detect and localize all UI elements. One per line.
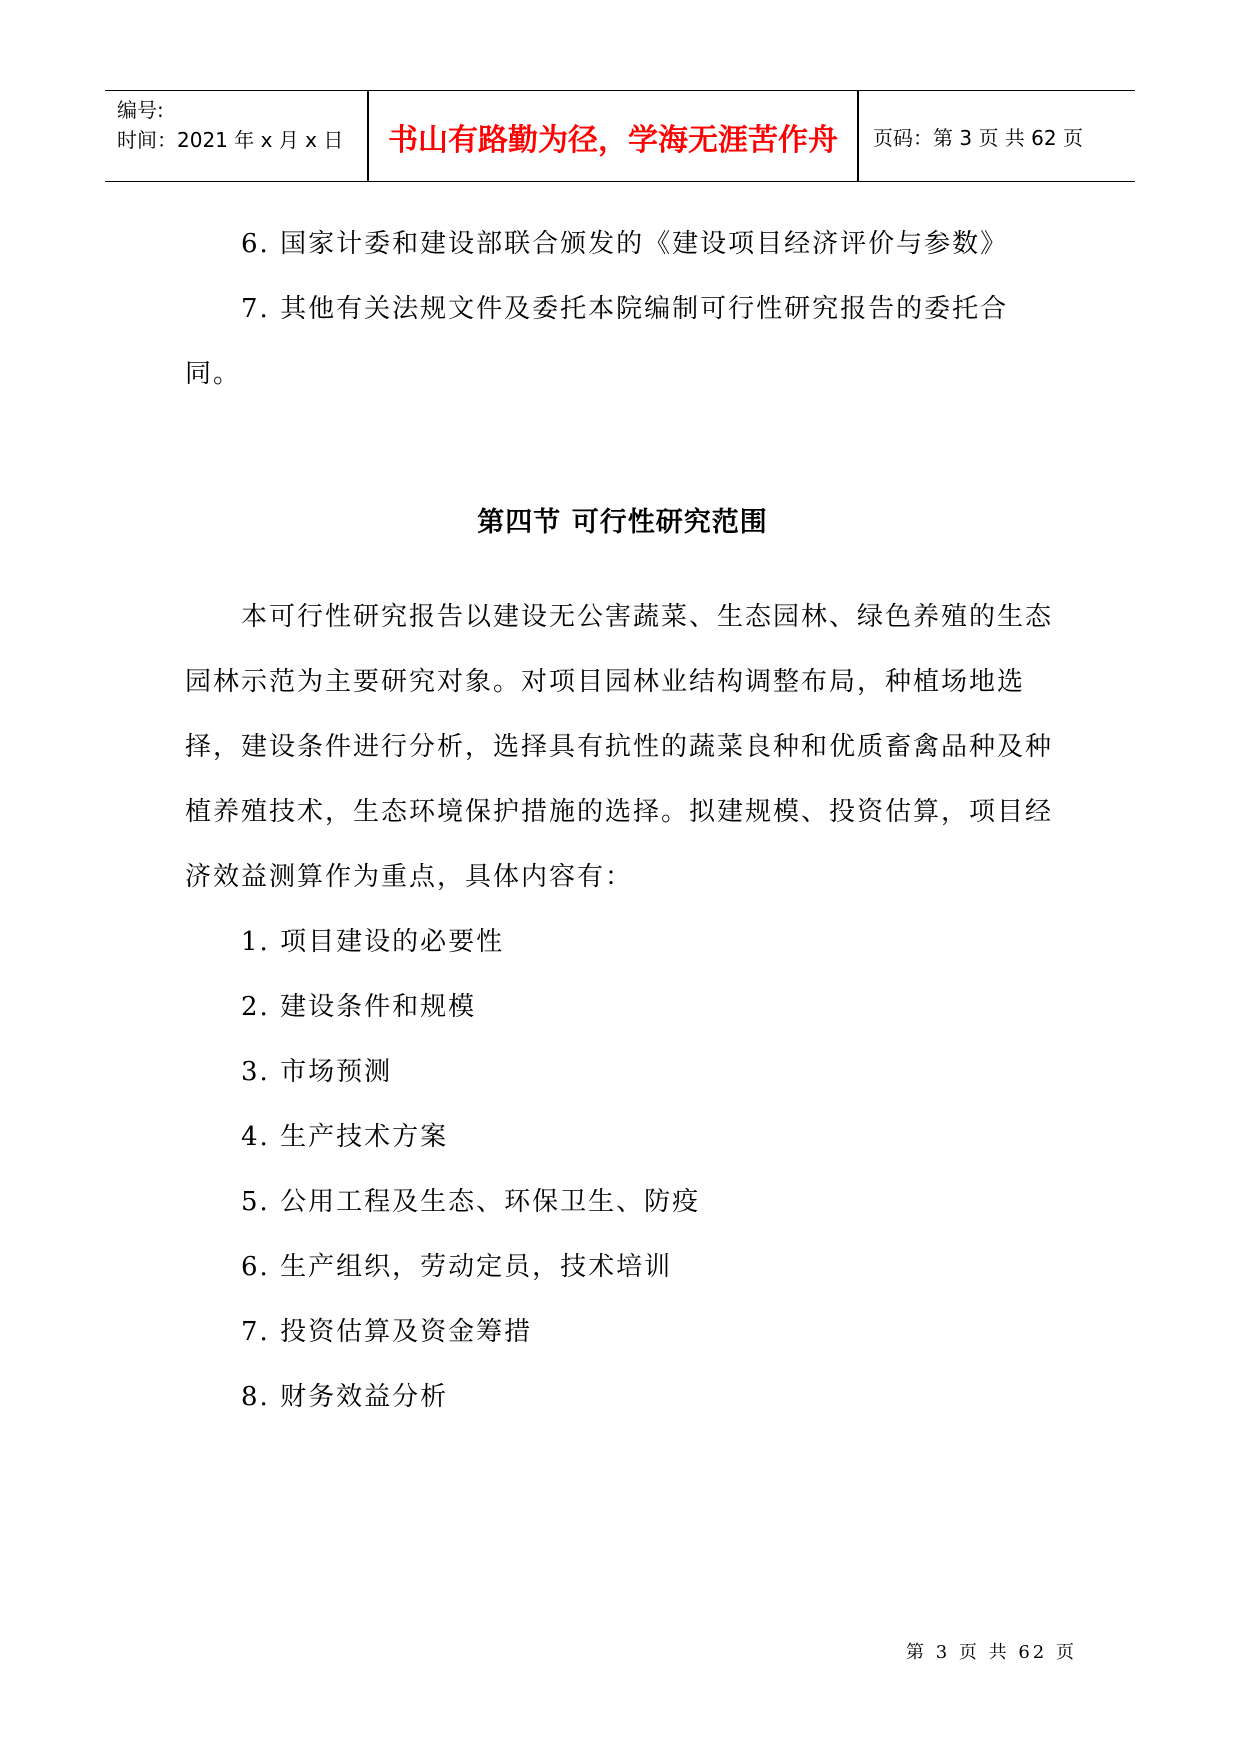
- page-header: [105, 90, 1135, 182]
- list-item: 6. 生产组织，劳动定员，技术培训: [241, 1252, 673, 1282]
- list-item: 7. 其他有关法规文件及委托本院编制可行性研究报告的委托合同。: [185, 294, 1009, 389]
- list-item: 8. 财务效益分析: [241, 1382, 449, 1412]
- header-meta: [117, 95, 343, 155]
- header-motto: 书山有路勤为径，学海无涯苦作舟: [388, 123, 838, 158]
- list-item: 1. 项目建设的必要性: [241, 927, 505, 957]
- header-divider: [857, 91, 859, 181]
- list-item: 4. 生产技术方案: [241, 1122, 449, 1152]
- list-item: 6. 国家计委和建设部联合颁发的《建设项目经济评价与参数》: [241, 229, 1009, 259]
- list-item: 7. 投资估算及资金筹措: [241, 1317, 533, 1347]
- section-title: 第四节 可行性研究范围: [477, 507, 768, 538]
- number-label: 编号:: [117, 98, 164, 122]
- time-label: 时间：2021 年 x 月 x 日: [117, 128, 344, 152]
- section-paragraph: 本可行性研究报告以建设无公害蔬菜、生态园林、绿色养殖的生态园林示范为主要研究对象。对项目园林业结构调整布局，种植场地选择，建设条件进行分析，选择具有抗性的蔬菜良种和优质畜禽品种及种植养殖技术，生态环境保护措施的选择。拟建规模、投资估算，项目经济效益测算作为重点，具体内容有：: [185, 602, 1054, 892]
- list-item: 2. 建设条件和规模: [241, 992, 477, 1022]
- list-item: 3. 市场预测: [241, 1057, 393, 1087]
- header-page-info: 页码：第 3 页 共 62 页: [873, 126, 1083, 150]
- list-item: 5. 公用工程及生态、环保卫生、防疫: [241, 1187, 701, 1217]
- page-footer: 第 3 页 共 62 页: [906, 1642, 1077, 1663]
- top-list: [185, 212, 1060, 407]
- section-body: [185, 585, 1060, 1430]
